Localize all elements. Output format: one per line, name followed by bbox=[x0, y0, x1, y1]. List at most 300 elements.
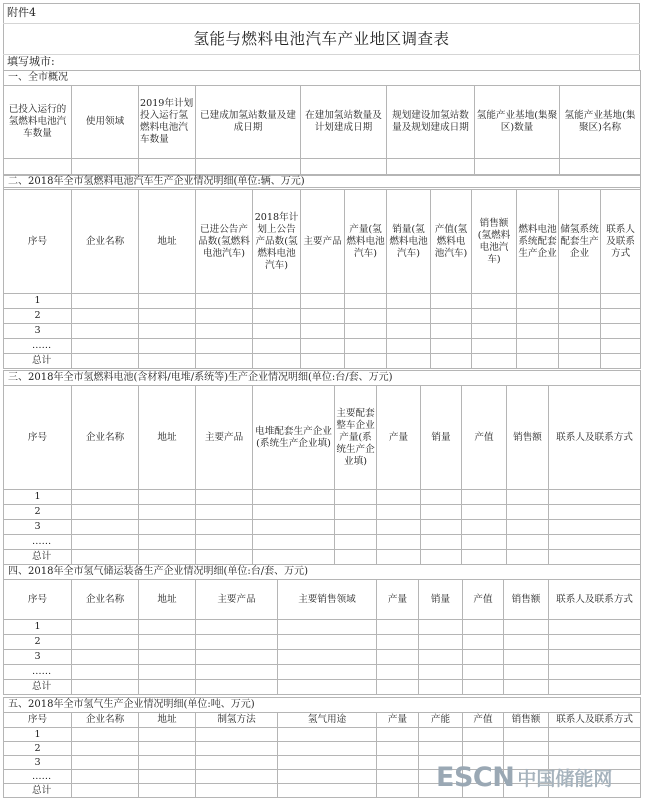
col-header: 序号 bbox=[4, 190, 72, 294]
section-4-title: 四、2018年全市氢气储运装备生产企业情况明细(单位:台/套、万元) bbox=[4, 565, 641, 580]
input-cell[interactable] bbox=[196, 535, 253, 550]
input-cell[interactable] bbox=[278, 728, 377, 742]
row-label: 总计 bbox=[4, 784, 72, 798]
input-cell[interactable] bbox=[253, 520, 335, 535]
input-cell[interactable] bbox=[377, 490, 421, 505]
input-cell[interactable] bbox=[196, 294, 253, 309]
row-label: 3 bbox=[4, 650, 72, 665]
input-cell[interactable] bbox=[139, 159, 196, 176]
input-cell[interactable] bbox=[419, 635, 463, 650]
table-row bbox=[4, 294, 641, 309]
col-header: 序号 bbox=[4, 713, 72, 728]
table-row bbox=[4, 505, 641, 520]
input-cell[interactable] bbox=[139, 339, 196, 354]
row-label: 3 bbox=[4, 756, 72, 770]
input-cell[interactable] bbox=[517, 294, 559, 309]
col-header: 销量(氢燃料电池汽车) bbox=[387, 190, 431, 294]
col-header: 产值 bbox=[462, 386, 507, 490]
row-label: 2 bbox=[4, 742, 72, 756]
input-cell[interactable] bbox=[601, 339, 641, 354]
input-cell[interactable] bbox=[377, 665, 419, 680]
input-cell[interactable] bbox=[196, 742, 278, 756]
input-cell[interactable] bbox=[377, 535, 421, 550]
input-cell[interactable] bbox=[463, 728, 504, 742]
input-cell[interactable] bbox=[462, 520, 507, 535]
input-cell[interactable] bbox=[278, 620, 377, 635]
col-header: 产量 bbox=[377, 713, 419, 728]
input-cell[interactable] bbox=[463, 635, 504, 650]
col-header: 已建成加氢站数量及建成日期 bbox=[196, 86, 301, 159]
input-cell[interactable] bbox=[196, 665, 278, 680]
input-cell[interactable] bbox=[139, 728, 196, 742]
input-cell[interactable] bbox=[549, 550, 641, 565]
input-cell[interactable] bbox=[507, 535, 549, 550]
input-cell[interactable] bbox=[72, 784, 139, 798]
col-header: 联系人及联系方式 bbox=[601, 190, 641, 294]
row-label: 2 bbox=[4, 505, 72, 520]
input-cell[interactable] bbox=[504, 650, 549, 665]
input-cell[interactable] bbox=[549, 665, 641, 680]
table-row bbox=[4, 324, 641, 339]
input-cell[interactable] bbox=[560, 159, 641, 176]
input-cell[interactable] bbox=[549, 680, 641, 695]
input-cell[interactable] bbox=[253, 490, 335, 505]
col-header: 企业名称 bbox=[72, 190, 139, 294]
input-cell[interactable] bbox=[419, 680, 463, 695]
input-cell[interactable] bbox=[517, 339, 559, 354]
input-cell[interactable] bbox=[196, 490, 253, 505]
input-cell[interactable] bbox=[196, 756, 278, 770]
input-cell[interactable] bbox=[335, 550, 377, 565]
row-label: 3 bbox=[4, 520, 72, 535]
input-cell[interactable] bbox=[387, 159, 475, 176]
col-header: 产量(氢燃料电池汽车) bbox=[345, 190, 387, 294]
input-cell[interactable] bbox=[139, 550, 196, 565]
input-cell[interactable] bbox=[72, 742, 139, 756]
input-cell[interactable] bbox=[72, 505, 139, 520]
input-cell[interactable] bbox=[278, 650, 377, 665]
col-header: 产能 bbox=[419, 713, 463, 728]
input-cell[interactable] bbox=[278, 665, 377, 680]
row-label: 总计 bbox=[4, 354, 72, 369]
col-header: 燃料电池系统配套生产企业 bbox=[517, 190, 559, 294]
input-cell[interactable] bbox=[421, 550, 462, 565]
input-cell[interactable] bbox=[507, 520, 549, 535]
input-cell[interactable] bbox=[253, 505, 335, 520]
input-cell[interactable] bbox=[463, 620, 504, 635]
section-1-table bbox=[3, 70, 641, 188]
input-cell[interactable] bbox=[72, 550, 139, 565]
input-cell[interactable] bbox=[387, 339, 431, 354]
input-cell[interactable] bbox=[139, 294, 196, 309]
input-cell[interactable] bbox=[419, 665, 463, 680]
section-3-table bbox=[3, 370, 641, 565]
input-cell[interactable] bbox=[253, 550, 335, 565]
table-row bbox=[4, 354, 641, 369]
input-cell[interactable] bbox=[377, 650, 419, 665]
input-cell[interactable] bbox=[463, 665, 504, 680]
input-cell[interactable] bbox=[504, 665, 549, 680]
input-cell[interactable] bbox=[196, 680, 278, 695]
col-header: 地址 bbox=[139, 190, 196, 294]
input-cell[interactable] bbox=[139, 505, 196, 520]
input-cell[interactable] bbox=[139, 324, 196, 339]
input-cell[interactable] bbox=[139, 770, 196, 784]
input-cell[interactable] bbox=[421, 490, 462, 505]
input-cell[interactable] bbox=[139, 680, 196, 695]
input-cell[interactable] bbox=[377, 635, 419, 650]
col-header: 制氢方法 bbox=[196, 713, 278, 728]
input-cell[interactable] bbox=[253, 535, 335, 550]
input-cell[interactable] bbox=[559, 354, 601, 369]
input-cell[interactable] bbox=[72, 339, 139, 354]
input-cell[interactable] bbox=[196, 650, 278, 665]
input-cell[interactable] bbox=[462, 535, 507, 550]
section-1-title: 一、全市概况 bbox=[4, 71, 641, 86]
table-row bbox=[4, 520, 641, 535]
section-2-title: 二、2018年全市氢燃料电池汽车生产企业情况明细(单位:辆、万元) bbox=[4, 175, 641, 190]
watermark-chinese: 中国储能网 bbox=[517, 768, 613, 790]
input-cell[interactable] bbox=[463, 650, 504, 665]
input-cell[interactable] bbox=[72, 324, 139, 339]
input-cell[interactable] bbox=[72, 490, 139, 505]
input-cell[interactable] bbox=[139, 665, 196, 680]
table-row bbox=[4, 620, 641, 635]
col-header: 企业名称 bbox=[72, 580, 139, 620]
input-cell[interactable] bbox=[139, 784, 196, 798]
row-label: 1 bbox=[4, 294, 72, 309]
input-cell[interactable] bbox=[139, 520, 196, 535]
table-row bbox=[4, 650, 641, 665]
input-cell[interactable] bbox=[507, 505, 549, 520]
input-cell[interactable] bbox=[377, 784, 419, 798]
col-header: 电堆配套生产企业(系统生产企业填) bbox=[253, 386, 335, 490]
input-cell[interactable] bbox=[72, 159, 139, 176]
input-cell[interactable] bbox=[72, 680, 139, 695]
input-cell[interactable] bbox=[559, 339, 601, 354]
input-cell[interactable] bbox=[139, 756, 196, 770]
input-cell[interactable] bbox=[301, 159, 387, 176]
col-header: 地址 bbox=[139, 580, 196, 620]
input-cell[interactable] bbox=[387, 324, 431, 339]
input-cell[interactable] bbox=[549, 620, 641, 635]
col-header: 规划建设加氢站数量及规划建成日期 bbox=[387, 86, 475, 159]
col-header: 地址 bbox=[139, 713, 196, 728]
input-cell[interactable] bbox=[517, 324, 559, 339]
input-cell[interactable] bbox=[517, 309, 559, 324]
input-cell[interactable] bbox=[601, 294, 641, 309]
input-cell[interactable] bbox=[549, 742, 641, 756]
input-cell[interactable] bbox=[196, 159, 301, 176]
col-header: 主要产品 bbox=[301, 190, 345, 294]
input-cell[interactable] bbox=[301, 339, 345, 354]
input-cell[interactable] bbox=[196, 324, 253, 339]
input-cell[interactable] bbox=[72, 770, 139, 784]
input-cell[interactable] bbox=[472, 324, 517, 339]
input-cell[interactable] bbox=[335, 520, 377, 535]
col-header: 氢能产业基地(集聚区)数量 bbox=[475, 86, 560, 159]
input-cell[interactable] bbox=[345, 354, 387, 369]
input-cell[interactable] bbox=[278, 742, 377, 756]
col-header: 在建加氢站数量及计划建成日期 bbox=[301, 86, 387, 159]
input-cell[interactable] bbox=[72, 756, 139, 770]
input-cell[interactable] bbox=[196, 728, 278, 742]
input-cell[interactable] bbox=[601, 324, 641, 339]
col-header: 2018年计划上公告产品数(氢燃料电池汽车) bbox=[253, 190, 301, 294]
input-cell[interactable] bbox=[345, 309, 387, 324]
input-cell[interactable] bbox=[549, 535, 641, 550]
input-cell[interactable] bbox=[4, 159, 72, 176]
input-cell[interactable] bbox=[253, 354, 301, 369]
input-cell[interactable] bbox=[507, 550, 549, 565]
input-cell[interactable] bbox=[335, 535, 377, 550]
section-5-title: 五、2018年全市氢气生产企业情况明细(单位:吨、万元) bbox=[4, 698, 641, 713]
input-cell[interactable] bbox=[301, 354, 345, 369]
input-cell[interactable] bbox=[462, 505, 507, 520]
input-cell[interactable] bbox=[504, 635, 549, 650]
input-cell[interactable] bbox=[196, 309, 253, 324]
input-cell[interactable] bbox=[463, 742, 504, 756]
input-cell[interactable] bbox=[139, 309, 196, 324]
col-header: 地址 bbox=[139, 386, 196, 490]
input-cell[interactable] bbox=[139, 620, 196, 635]
col-header: 已进公告产品数(氢燃料电池汽车) bbox=[196, 190, 253, 294]
input-cell[interactable] bbox=[549, 490, 641, 505]
input-cell[interactable] bbox=[504, 742, 549, 756]
col-header: 氢能产业基地(集聚区)名称 bbox=[560, 86, 641, 159]
col-header: 销售额(氢燃料电池汽车) bbox=[472, 190, 517, 294]
input-cell[interactable] bbox=[196, 520, 253, 535]
col-header: 2019年计划投入运行氢燃料电池汽车数量 bbox=[139, 86, 196, 159]
input-cell[interactable] bbox=[196, 635, 278, 650]
input-cell[interactable] bbox=[421, 520, 462, 535]
input-cell[interactable] bbox=[278, 770, 377, 784]
input-cell[interactable] bbox=[196, 354, 253, 369]
row-label: 3 bbox=[4, 324, 72, 339]
input-cell[interactable] bbox=[72, 650, 139, 665]
input-cell[interactable] bbox=[72, 520, 139, 535]
input-cell[interactable] bbox=[419, 728, 463, 742]
input-cell[interactable] bbox=[504, 620, 549, 635]
input-cell[interactable] bbox=[549, 650, 641, 665]
input-cell[interactable] bbox=[507, 490, 549, 505]
col-header: 序号 bbox=[4, 386, 72, 490]
col-header: 产值 bbox=[463, 580, 504, 620]
input-cell[interactable] bbox=[345, 324, 387, 339]
col-header: 销售额 bbox=[504, 713, 549, 728]
input-cell[interactable] bbox=[431, 339, 472, 354]
input-cell[interactable] bbox=[377, 742, 419, 756]
col-header: 销量 bbox=[421, 386, 462, 490]
input-cell[interactable] bbox=[419, 742, 463, 756]
input-cell[interactable] bbox=[377, 505, 421, 520]
input-cell[interactable] bbox=[472, 339, 517, 354]
input-cell[interactable] bbox=[463, 680, 504, 695]
input-cell[interactable] bbox=[472, 354, 517, 369]
table-row bbox=[4, 680, 641, 695]
row-label: …… bbox=[4, 535, 72, 550]
input-cell[interactable] bbox=[278, 635, 377, 650]
section-4-table bbox=[3, 564, 641, 695]
input-cell[interactable] bbox=[72, 354, 139, 369]
row-label: 2 bbox=[4, 635, 72, 650]
input-cell[interactable] bbox=[431, 324, 472, 339]
col-header: 销量 bbox=[419, 580, 463, 620]
document-title: 氢能与燃料电池汽车产业地区调查表 bbox=[193, 30, 450, 48]
input-cell[interactable] bbox=[601, 354, 641, 369]
col-header: 主要配套整车企业产量(系统生产企业填) bbox=[335, 386, 377, 490]
col-header: 主要产品 bbox=[196, 580, 278, 620]
table-row bbox=[4, 339, 641, 354]
input-cell[interactable] bbox=[421, 505, 462, 520]
input-cell[interactable] bbox=[431, 309, 472, 324]
input-cell[interactable] bbox=[549, 728, 641, 742]
input-cell[interactable] bbox=[419, 620, 463, 635]
col-header: 联系人及联系方式 bbox=[549, 386, 641, 490]
input-cell[interactable] bbox=[278, 680, 377, 695]
input-cell[interactable] bbox=[72, 620, 139, 635]
input-cell[interactable] bbox=[301, 294, 345, 309]
table-row bbox=[4, 728, 641, 742]
input-cell[interactable] bbox=[301, 324, 345, 339]
input-cell[interactable] bbox=[278, 756, 377, 770]
input-cell[interactable] bbox=[387, 309, 431, 324]
input-cell[interactable] bbox=[475, 159, 560, 176]
input-cell[interactable] bbox=[517, 354, 559, 369]
input-cell[interactable] bbox=[253, 339, 301, 354]
input-cell[interactable] bbox=[377, 520, 421, 535]
input-cell[interactable] bbox=[345, 339, 387, 354]
input-cell[interactable] bbox=[139, 490, 196, 505]
input-cell[interactable] bbox=[504, 680, 549, 695]
input-cell[interactable] bbox=[72, 635, 139, 650]
input-cell[interactable] bbox=[387, 294, 431, 309]
watermark-latin: ESCN bbox=[436, 762, 515, 793]
input-cell[interactable] bbox=[472, 309, 517, 324]
input-cell[interactable] bbox=[72, 294, 139, 309]
row-label: 1 bbox=[4, 490, 72, 505]
input-cell[interactable] bbox=[559, 324, 601, 339]
input-cell[interactable] bbox=[278, 784, 377, 798]
row-label: 1 bbox=[4, 620, 72, 635]
section-2-table bbox=[3, 174, 641, 369]
input-cell[interactable] bbox=[196, 505, 253, 520]
input-cell[interactable] bbox=[549, 520, 641, 535]
city-field-label: 填写城市: bbox=[7, 55, 55, 68]
input-cell[interactable] bbox=[139, 742, 196, 756]
input-cell[interactable] bbox=[377, 620, 419, 635]
input-cell[interactable] bbox=[345, 294, 387, 309]
section-3-title: 三、2018年全市氢燃料电池(含材料/电堆/系统等)生产企业情况明细(单位:台/套、万元) bbox=[4, 371, 641, 386]
input-cell[interactable] bbox=[253, 324, 301, 339]
input-cell[interactable] bbox=[72, 535, 139, 550]
row-label: …… bbox=[4, 665, 72, 680]
col-header: 储氢系统配套生产企业 bbox=[559, 190, 601, 294]
row-label: 总计 bbox=[4, 680, 72, 695]
input-cell[interactable] bbox=[139, 635, 196, 650]
input-cell[interactable] bbox=[335, 505, 377, 520]
row-label: 总计 bbox=[4, 550, 72, 565]
input-cell[interactable] bbox=[72, 309, 139, 324]
input-cell[interactable] bbox=[196, 339, 253, 354]
input-cell[interactable] bbox=[72, 728, 139, 742]
input-cell[interactable] bbox=[472, 294, 517, 309]
input-cell[interactable] bbox=[377, 756, 419, 770]
col-header: 产值(氢燃料电池汽车) bbox=[431, 190, 472, 294]
input-cell[interactable] bbox=[253, 309, 301, 324]
table-row bbox=[4, 635, 641, 650]
input-cell[interactable] bbox=[419, 650, 463, 665]
input-cell[interactable] bbox=[387, 354, 431, 369]
input-cell[interactable] bbox=[421, 535, 462, 550]
table-row bbox=[4, 742, 641, 756]
input-cell[interactable] bbox=[139, 650, 196, 665]
col-header: 氢气用途 bbox=[278, 713, 377, 728]
input-cell[interactable] bbox=[462, 490, 507, 505]
input-cell[interactable] bbox=[196, 550, 253, 565]
input-cell[interactable] bbox=[253, 294, 301, 309]
col-header: 序号 bbox=[4, 580, 72, 620]
input-cell[interactable] bbox=[462, 550, 507, 565]
input-cell[interactable] bbox=[431, 294, 472, 309]
input-cell[interactable] bbox=[377, 770, 419, 784]
col-header: 联系人及联系方式 bbox=[549, 580, 641, 620]
input-cell[interactable] bbox=[504, 728, 549, 742]
col-header: 已投入运行的氢燃料电池汽车数量 bbox=[4, 86, 72, 159]
col-header: 产量 bbox=[377, 386, 421, 490]
table-row bbox=[4, 490, 641, 505]
table-row bbox=[4, 535, 641, 550]
input-cell[interactable] bbox=[196, 784, 278, 798]
input-cell[interactable] bbox=[601, 309, 641, 324]
col-header: 产值 bbox=[463, 713, 504, 728]
input-cell[interactable] bbox=[377, 550, 421, 565]
col-header: 联系人及联系方式 bbox=[549, 713, 641, 728]
table-row bbox=[4, 550, 641, 565]
col-header: 主要产品 bbox=[196, 386, 253, 490]
row-label: 2 bbox=[4, 309, 72, 324]
input-cell[interactable] bbox=[377, 680, 419, 695]
col-header: 销售额 bbox=[507, 386, 549, 490]
input-cell[interactable] bbox=[139, 535, 196, 550]
row-label: 1 bbox=[4, 728, 72, 742]
row-label: …… bbox=[4, 770, 72, 784]
table-row bbox=[4, 309, 641, 324]
input-cell[interactable] bbox=[196, 770, 278, 784]
row-label: …… bbox=[4, 339, 72, 354]
input-cell[interactable] bbox=[301, 309, 345, 324]
attachment-label: 附件4 bbox=[7, 6, 36, 19]
input-cell[interactable] bbox=[431, 354, 472, 369]
input-cell[interactable] bbox=[559, 294, 601, 309]
input-cell[interactable] bbox=[549, 635, 641, 650]
input-cell[interactable] bbox=[549, 505, 641, 520]
input-cell[interactable] bbox=[196, 620, 278, 635]
escn-watermark bbox=[436, 762, 644, 796]
input-cell[interactable] bbox=[139, 354, 196, 369]
col-header: 企业名称 bbox=[72, 713, 139, 728]
col-header: 产量 bbox=[377, 580, 419, 620]
input-cell[interactable] bbox=[559, 309, 601, 324]
col-header: 销售额 bbox=[504, 580, 549, 620]
col-header: 企业名称 bbox=[72, 386, 139, 490]
input-cell[interactable] bbox=[335, 490, 377, 505]
table-row bbox=[4, 665, 641, 680]
input-cell[interactable] bbox=[377, 728, 419, 742]
input-cell[interactable] bbox=[72, 665, 139, 680]
col-header: 主要销售领域 bbox=[278, 580, 377, 620]
col-header: 使用领域 bbox=[72, 86, 139, 159]
